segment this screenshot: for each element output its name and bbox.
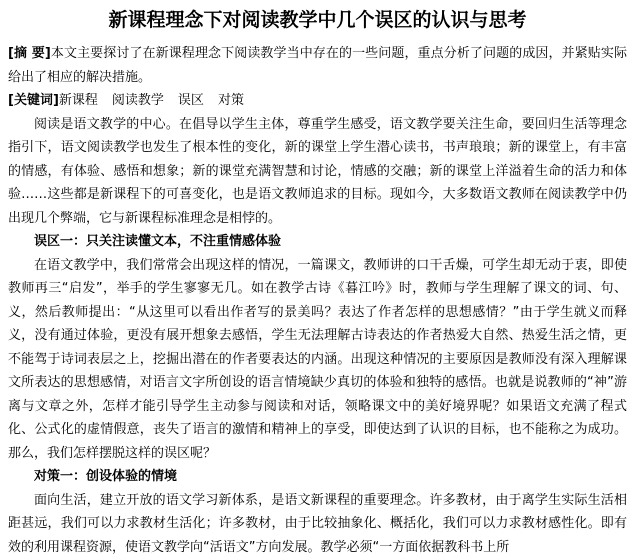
keyword-item: 阅读教学 [112,93,164,108]
body-paragraph-1: 在语文教学中，我们常常会出现这样的情况，一篇课文，教师讲的口干舌燥，可学生却无动于衷，即使教师再三“启发”，举手的学生寥寥无几。如在教学古诗《暮江吟》时，教师与学生理解了课文的词、句、义，然后教师提出：“从这里可以看出作者写的景美吗？表达了作者怎样的思想感情？”由于学生就义而释义，没有通过体验，更没有展开想象去感悟，学生无法理解古诗表达的作者热爱大自然、热爱生活之情，更不能驾于诗词表层之上，挖掘出潜在的作者要表达的内涵。出现这种情况的主要原因是教师没有深入理解课文所表达的思想感情，对语言文字所创设的语言情境缺少真切的体验和独特的感悟。也就是说教师的“神”游离与文章之外，怎样才能引导学生主动参与阅读和对话，领略课文中的美好境界呢？如果语文充满了程式化、公式化的虚情假意，丧失了语言的激情和精神上的享受，即使达到了认识的目标，也不能称之为成功。那么，我们怎样摆脱这样的误区呢？ [8,254,627,466]
keyword-item: 新课程 [59,93,98,108]
body-paragraph-2: 面向生活，建立开放的语文学习新体系，是语文新课程的重要理念。许多教材，由于离学生实际生活相距甚远，我们可以力求教材生活化；许多教材，由于比较抽象化、概括化，我们可以力求教材感性化。即有效的利用课程资源，使语文教学向“活语文”方向发展。教学必须“一方面依据教科书上所 [8,489,627,559]
keyword-item: 误区 [178,93,204,108]
keywords-label: [关键词] [8,93,59,108]
keywords [8,89,627,113]
intro-paragraph: 阅读是语文教学的中心。在倡导以学生主体，尊重学生感受，语文教学要关注生命，要回归生活等理念指引下，语文阅读教学也发生了根本性的变化，新的课堂上学生潜心读书，书声琅琅；新的课堂上，有丰富的情感，有体验、感悟和想象；新的课堂充满智慧和讨论，情感的交融；新的课堂上洋溢着生命的活力和体验……这些都是新课程下的可喜变化，也是语文教师追求的目标。现如今，大多数语文教师在阅读教学中仍出现几个弊端，它与新课程标准理念是相悖的。 [8,113,627,231]
abstract-text: 本文主要探讨了在新课程理念下阅读教学当中存在的一些问题，重点分析了问题的成因，并紧贴实际给出了相应的解决措施。 [8,46,627,85]
keyword-item: 对策 [218,93,244,108]
abstract-label: [摘 要] [8,46,51,61]
article-title: 新课程理念下对阅读教学中几个误区的认识与思考 [8,8,627,32]
abstract [8,42,627,89]
section-heading-strategy-1: 对策一：创设体验的情境 [8,465,627,489]
section-heading-misconception-1: 误区一：只关注读懂文本，不注重情感体验 [8,230,627,254]
